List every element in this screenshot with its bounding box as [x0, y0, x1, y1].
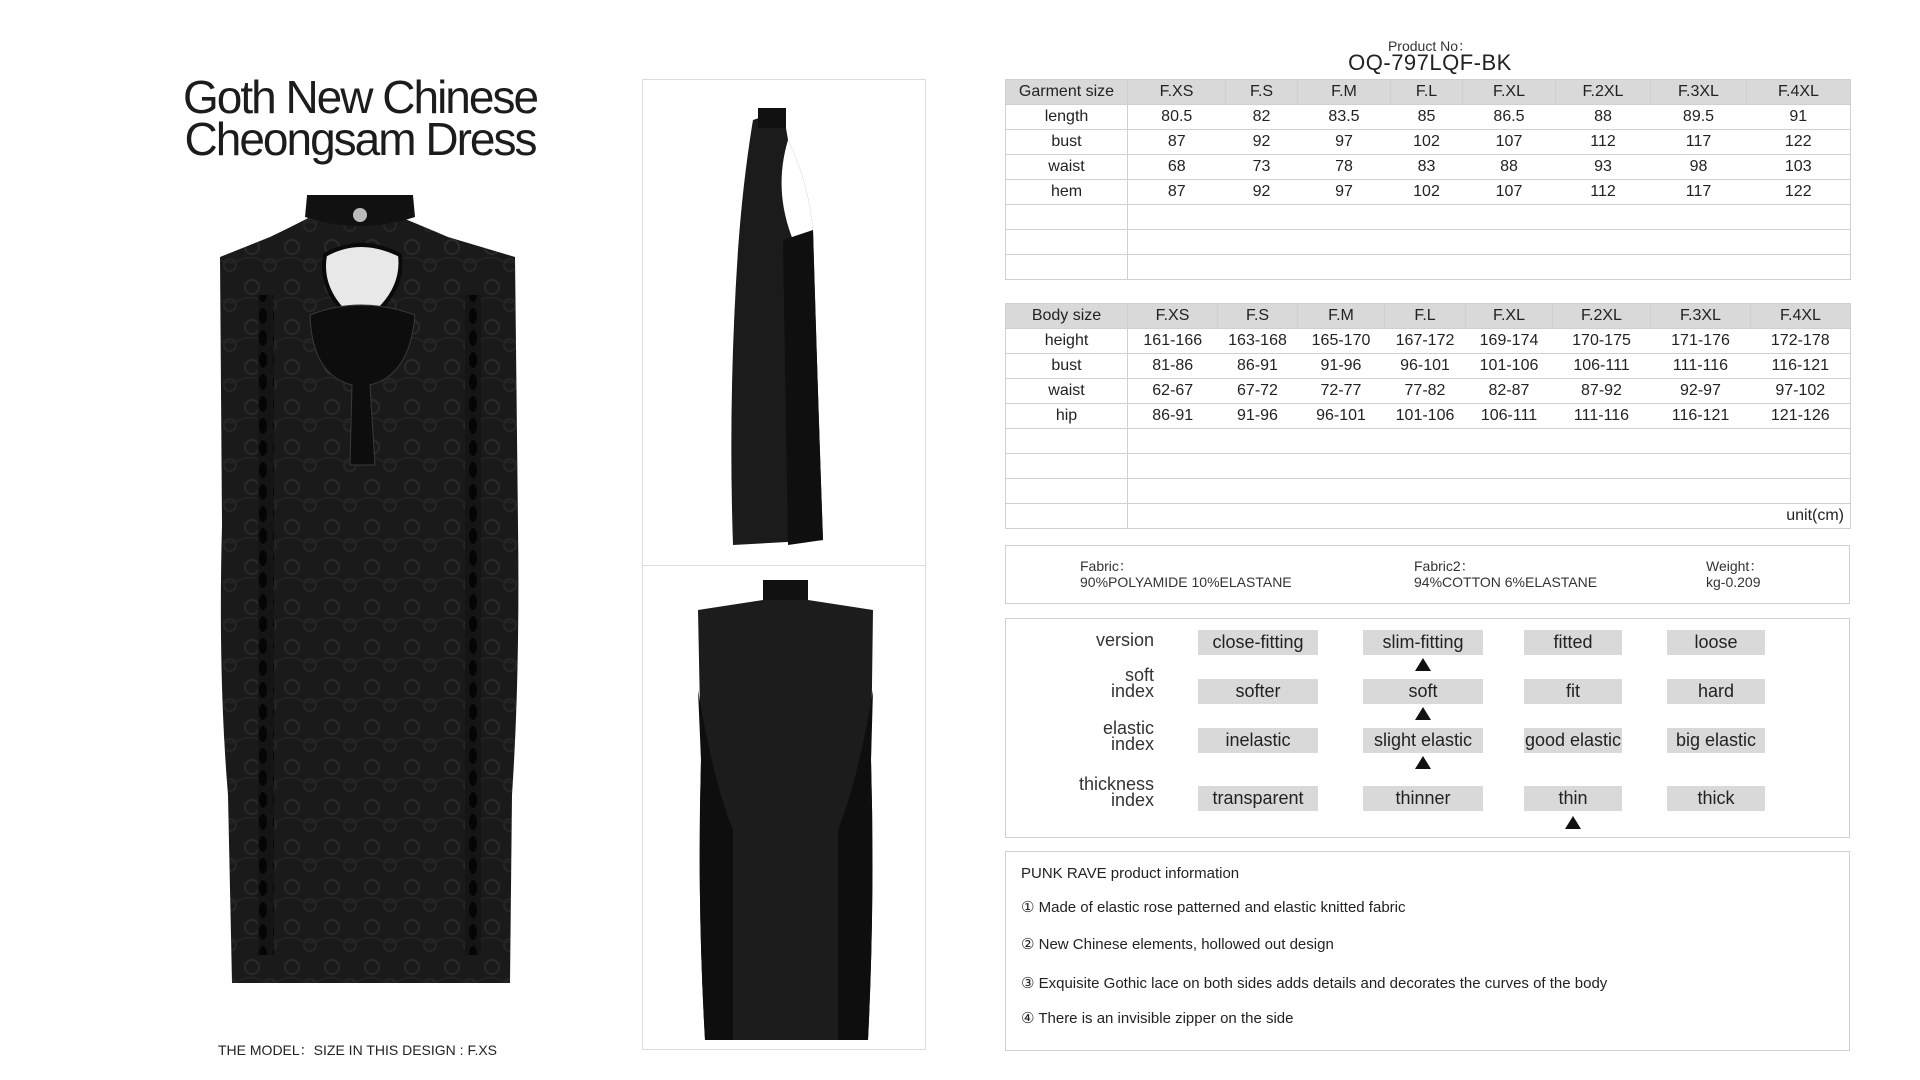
weight-label: Weight： [1706, 558, 1764, 574]
table-cell: 85 [1391, 105, 1463, 130]
table-row [1006, 404, 1851, 429]
header-cell: F.3XL [1651, 80, 1747, 105]
table-cell: 111-116 [1553, 404, 1651, 429]
table-cell: bust [1006, 130, 1128, 155]
empty-row [1006, 255, 1851, 280]
header-cell: F.XS [1128, 80, 1226, 105]
table-cell: 163-168 [1218, 329, 1298, 354]
header-cell: F.S [1218, 304, 1298, 329]
table-cell: 112 [1556, 130, 1651, 155]
table-cell: 102 [1391, 130, 1463, 155]
header-cell: F.M [1298, 304, 1385, 329]
table-cell: 111-116 [1651, 354, 1751, 379]
table-cell: 107 [1463, 130, 1556, 155]
table-cell: 167-172 [1385, 329, 1466, 354]
table-cell: 171-176 [1651, 329, 1751, 354]
table-cell: 81-86 [1128, 354, 1218, 379]
attribute-label [1004, 632, 1154, 648]
attribute-label-line2: index [1110, 734, 1154, 754]
table-cell: 101-106 [1385, 404, 1466, 429]
header-cell: F.XL [1466, 304, 1553, 329]
table-cell: height [1006, 329, 1128, 354]
table-row [1006, 354, 1851, 379]
table-cell: 172-178 [1751, 329, 1851, 354]
weight [1706, 558, 1763, 590]
empty-cell [1128, 205, 1851, 230]
attribute-label [1004, 776, 1154, 808]
empty-cell [1006, 429, 1128, 454]
table-cell: 72-77 [1298, 379, 1385, 404]
table-cell: waist [1006, 379, 1128, 404]
attribute-option: thick [1667, 786, 1765, 811]
attribute-row [1006, 628, 1849, 668]
header-cell: Garment size [1006, 80, 1128, 105]
attribute-label-line2: index [1110, 681, 1154, 701]
table-row [1006, 180, 1851, 205]
table-row [1006, 155, 1851, 180]
product-number: OQ-797LQF-BK [1348, 50, 1512, 75]
garment-size-header-row [1006, 80, 1851, 105]
empty-cell [1128, 429, 1851, 454]
attribute-option: inelastic [1198, 728, 1318, 753]
attribute-row [1006, 667, 1849, 707]
fabric-info-box [1005, 545, 1850, 604]
dress-front-image [200, 195, 540, 995]
table-cell: length [1006, 105, 1128, 130]
selected-indicator-icon [1415, 707, 1431, 720]
empty-cell [1006, 454, 1128, 479]
fabric1-value: 90%POLYAMIDE 10%ELASTANE [1080, 574, 1292, 590]
empty-cell [1006, 479, 1128, 504]
table-row [1006, 379, 1851, 404]
fabric1 [1080, 558, 1292, 590]
table-cell: 83.5 [1298, 105, 1391, 130]
table-cell: waist [1006, 155, 1128, 180]
table-cell: 92-97 [1651, 379, 1751, 404]
empty-row [1006, 429, 1851, 454]
table-cell: 86-91 [1218, 354, 1298, 379]
empty-cell [1006, 205, 1128, 230]
table-cell: 91-96 [1298, 354, 1385, 379]
table-cell: 121-126 [1751, 404, 1851, 429]
header-cell: F.L [1391, 80, 1463, 105]
table-cell: 67-72 [1218, 379, 1298, 404]
table-cell: 106-111 [1553, 354, 1651, 379]
table-cell: hip [1006, 404, 1128, 429]
info-item-2: ② New Chinese elements, hollowed out design [1021, 936, 1334, 953]
table-cell: 82-87 [1466, 379, 1553, 404]
selected-indicator-icon [1415, 756, 1431, 769]
table-row [1006, 329, 1851, 354]
table-cell: 89.5 [1651, 105, 1747, 130]
table-cell: 96-101 [1298, 404, 1385, 429]
photo-divider [643, 565, 925, 566]
empty-cell [1128, 454, 1851, 479]
info-item-3: ③ Exquisite Gothic lace on both sides adds details and decorates the curves of the body [1021, 975, 1608, 992]
table-cell: 87 [1128, 130, 1226, 155]
table-cell: 83 [1391, 155, 1463, 180]
header-cell: F.2XL [1556, 80, 1651, 105]
header-cell: F.XL [1463, 80, 1556, 105]
header-cell: Body size [1006, 304, 1128, 329]
table-cell: 62-67 [1128, 379, 1218, 404]
attribute-row [1006, 720, 1849, 760]
table-cell: 77-82 [1385, 379, 1466, 404]
attribute-label-line1: thickness [1078, 774, 1154, 794]
dress-side-image [713, 100, 863, 555]
header-cell: F.S [1226, 80, 1298, 105]
empty-row [1006, 454, 1851, 479]
table-row [1006, 105, 1851, 130]
table-cell: 117 [1651, 180, 1747, 205]
attribute-option: thin [1524, 786, 1622, 811]
attribute-option: soft [1363, 679, 1483, 704]
selected-indicator-icon [1565, 816, 1581, 829]
header-cell: F.M [1298, 80, 1391, 105]
fabric1-label: Fabric： [1080, 558, 1133, 574]
table-cell: 87 [1128, 180, 1226, 205]
table-cell: 165-170 [1298, 329, 1385, 354]
empty-cell [1128, 255, 1851, 280]
table-cell: 97-102 [1751, 379, 1851, 404]
attribute-label-line1: elastic [1102, 718, 1154, 738]
header-cell: F.2XL [1553, 304, 1651, 329]
attribute-option: fitted [1524, 630, 1622, 655]
table-cell: 116-121 [1751, 354, 1851, 379]
table-cell: 97 [1298, 130, 1391, 155]
dress-back-image [693, 580, 878, 1045]
attribute-option: good elastic [1524, 728, 1622, 753]
fabric2-label: Fabric2： [1414, 558, 1475, 574]
attribute-option: transparent [1198, 786, 1318, 811]
body-size-table [1005, 303, 1851, 529]
table-cell: 107 [1463, 180, 1556, 205]
attribute-option: slight elastic [1363, 728, 1483, 753]
table-cell: 98 [1651, 155, 1747, 180]
garment-attributes-box [1005, 618, 1850, 838]
attribute-option: slim-fitting [1363, 630, 1483, 655]
body-size-header-row [1006, 304, 1851, 329]
header-cell: F.4XL [1751, 304, 1851, 329]
product-info-box [1005, 851, 1850, 1051]
fabric2 [1414, 558, 1597, 590]
product-title [150, 71, 570, 165]
detail-photo-panel [642, 79, 926, 1050]
empty-cell [1006, 504, 1128, 529]
table-cell: 78 [1298, 155, 1391, 180]
table-row [1006, 130, 1851, 155]
table-cell: 86.5 [1463, 105, 1556, 130]
table-cell: 92 [1226, 130, 1298, 155]
table-cell: 68 [1128, 155, 1226, 180]
empty-cell [1006, 255, 1128, 280]
table-cell: 161-166 [1128, 329, 1218, 354]
table-cell: bust [1006, 354, 1128, 379]
attribute-label [1004, 667, 1154, 699]
empty-row [1006, 205, 1851, 230]
table-cell: 87-92 [1553, 379, 1651, 404]
table-cell: 96-101 [1385, 354, 1466, 379]
table-cell: 92 [1226, 180, 1298, 205]
product-number-label: Product No： [1387, 38, 1473, 54]
table-cell: 122 [1747, 180, 1851, 205]
header-cell: F.3XL [1651, 304, 1751, 329]
table-cell: 88 [1463, 155, 1556, 180]
model-size-note: THE MODEL：SIZE IN THIS DESIGN : F.XS [218, 1042, 498, 1058]
info-heading: PUNK RAVE product information [1021, 865, 1240, 882]
empty-cell [1128, 479, 1851, 504]
product-title-line1: Goth New Chinese [182, 71, 538, 123]
table-cell: hem [1006, 180, 1128, 205]
empty-row [1006, 230, 1851, 255]
header-cell: F.XS [1128, 304, 1218, 329]
table-cell: 82 [1226, 105, 1298, 130]
empty-row [1006, 479, 1851, 504]
table-cell: 102 [1391, 180, 1463, 205]
table-cell: 117 [1651, 130, 1747, 155]
attribute-option: softer [1198, 679, 1318, 704]
info-item-4: ④ There is an invisible zipper on the side [1021, 1010, 1294, 1027]
table-cell: 80.5 [1128, 105, 1226, 130]
header-cell: F.L [1385, 304, 1466, 329]
table-cell: 88 [1556, 105, 1651, 130]
attribute-option: fit [1524, 679, 1622, 704]
weight-value: kg-0.209 [1706, 574, 1761, 590]
garment-size-table [1005, 79, 1851, 280]
table-cell: 112 [1556, 180, 1651, 205]
table-cell: 97 [1298, 180, 1391, 205]
attribute-option: thinner [1363, 786, 1483, 811]
attribute-label [1004, 720, 1154, 752]
table-cell: 103 [1747, 155, 1851, 180]
empty-cell [1006, 230, 1128, 255]
table-cell: 106-111 [1466, 404, 1553, 429]
table-cell: 101-106 [1466, 354, 1553, 379]
attribute-option: close-fitting [1198, 630, 1318, 655]
empty-row [1006, 504, 1851, 529]
info-item-1: ① Made of elastic rose patterned and elastic knitted fabric [1021, 899, 1406, 916]
table-cell: 73 [1226, 155, 1298, 180]
table-cell: 169-174 [1466, 329, 1553, 354]
table-cell: 170-175 [1553, 329, 1651, 354]
fabric2-value: 94%COTTON 6%ELASTANE [1414, 574, 1598, 590]
attribute-option: loose [1667, 630, 1765, 655]
attribute-label-line1: version [1095, 630, 1154, 650]
attribute-label-line2: index [1110, 790, 1154, 810]
table-cell: 86-91 [1128, 404, 1218, 429]
unit-label: unit(cm) [1128, 504, 1851, 529]
empty-cell [1128, 230, 1851, 255]
table-cell: 122 [1747, 130, 1851, 155]
product-title-line2: Cheongsam Dress [184, 113, 536, 165]
attribute-option: big elastic [1667, 728, 1765, 753]
table-cell: 116-121 [1651, 404, 1751, 429]
attribute-label-line1: soft [1124, 665, 1154, 685]
table-cell: 91 [1747, 105, 1851, 130]
attribute-row [1006, 776, 1849, 816]
table-cell: 93 [1556, 155, 1651, 180]
header-cell: F.4XL [1747, 80, 1851, 105]
table-cell: 91-96 [1218, 404, 1298, 429]
attribute-option: hard [1667, 679, 1765, 704]
